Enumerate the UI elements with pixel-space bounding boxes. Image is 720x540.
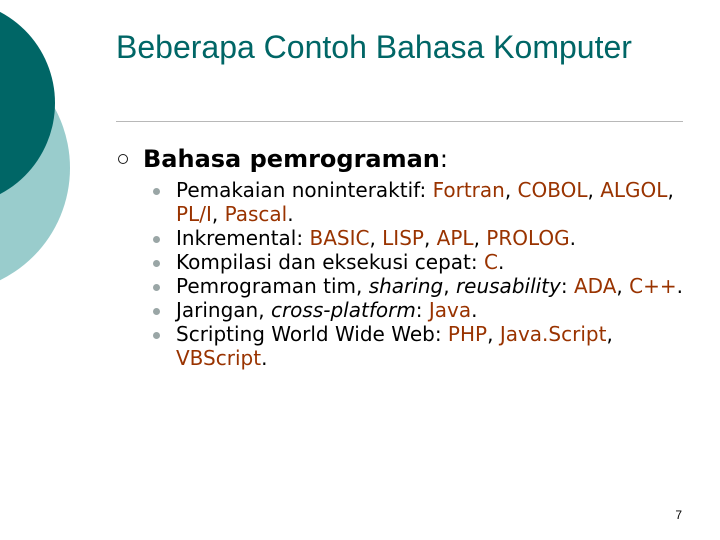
language-name: ALGOL [600, 178, 668, 202]
language-name: COBOL [517, 178, 588, 202]
separator: : [415, 298, 429, 322]
item-label: Inkremental: [176, 226, 310, 250]
list-item [150, 322, 690, 370]
separator: . [676, 274, 683, 298]
language-name: ADA [573, 274, 617, 298]
language-list [150, 178, 690, 370]
language-name: C [484, 250, 498, 274]
language-name: PROLOG [486, 226, 570, 250]
list-item [150, 274, 690, 298]
language-name: APL [436, 226, 474, 250]
separator: . [497, 250, 505, 274]
dot-bullet-icon [153, 284, 160, 291]
separator: , [443, 274, 456, 298]
language-name: VBScript [176, 346, 262, 370]
separator: , [616, 274, 630, 298]
decorative-circles [0, 0, 90, 300]
separator: , [587, 178, 601, 202]
dot-bullet-icon [153, 332, 160, 339]
title-divider [116, 121, 683, 122]
language-name: C++ [629, 274, 677, 298]
list-item [150, 250, 690, 274]
page-number: 7 [675, 508, 682, 522]
slide-title: Beberapa Contoh Bahasa Komputer [116, 29, 632, 65]
ring-bullet-icon [118, 154, 128, 164]
separator: , [487, 322, 500, 346]
separator: . [471, 298, 478, 322]
language-name: Java [428, 298, 472, 322]
item-label: Jaringan, [176, 298, 271, 322]
item-label: Pemrograman tim, [176, 274, 369, 298]
list-item [150, 178, 690, 226]
language-name: LISP [382, 226, 424, 250]
language-name: BASIC [309, 226, 370, 250]
language-name: Pascal [224, 202, 288, 226]
separator: , [369, 226, 383, 250]
item-label: Scripting World Wide Web: [176, 322, 448, 346]
emphasis-term: reusability [455, 274, 561, 298]
separator: , [504, 178, 518, 202]
item-label: Kompilasi dan eksekusi cepat: [176, 250, 484, 274]
list-item [150, 226, 690, 250]
language-name: Java.Script [499, 322, 607, 346]
separator: . [261, 346, 268, 370]
separator: , [667, 178, 674, 202]
separator: : [560, 274, 574, 298]
emphasis-term: cross-platform [270, 298, 416, 322]
heading-text: Bahasa pemrograman [143, 145, 440, 173]
dot-bullet-icon [153, 260, 160, 267]
main-point-heading [143, 143, 448, 175]
language-name: PL/I [176, 202, 212, 226]
language-name: Fortran [432, 178, 505, 202]
dot-bullet-icon [153, 308, 160, 315]
item-label: Pemakaian noninteraktif: [176, 178, 433, 202]
separator: , [473, 226, 487, 250]
separator: , [606, 322, 613, 346]
dot-bullet-icon [153, 188, 160, 195]
emphasis-term: sharing [368, 274, 444, 298]
list-item [150, 298, 690, 322]
dot-bullet-icon [153, 236, 160, 243]
separator: , [211, 202, 225, 226]
separator: . [569, 226, 577, 250]
separator: . [287, 202, 294, 226]
language-name: PHP [447, 322, 488, 346]
heading-colon: : [439, 145, 448, 173]
separator: , [423, 226, 437, 250]
